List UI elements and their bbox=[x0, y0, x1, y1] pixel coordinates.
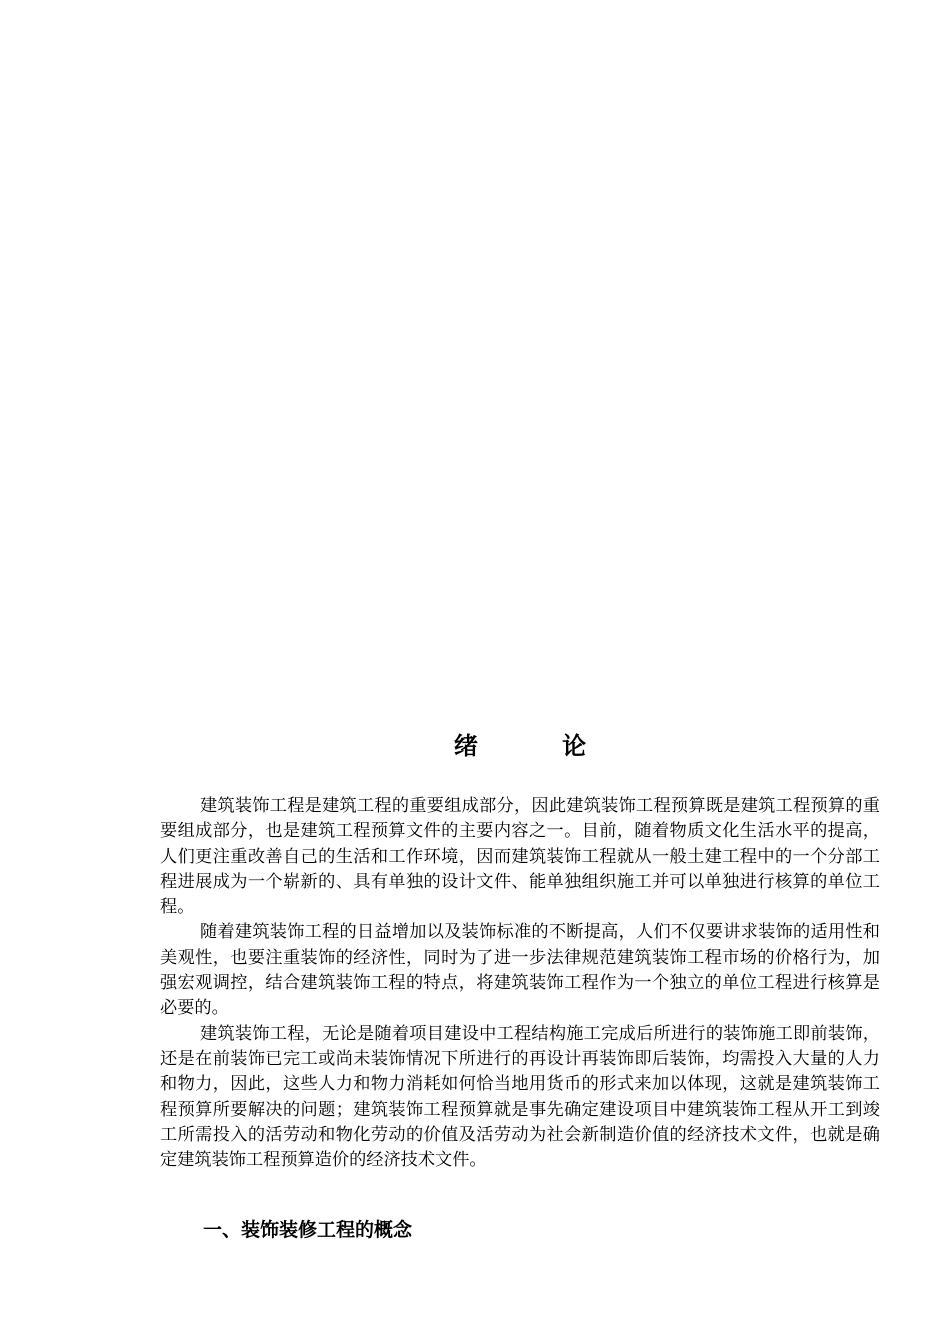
page-title: 绪 论 bbox=[453, 732, 625, 760]
section-heading: 一、装饰装修工程的概念 bbox=[203, 1219, 413, 1241]
paragraph-3: 建筑装饰工程，无论是随着项目建设中工程结构施工完成后所进行的装饰施工即前装饰，还是在前装饰已完工或尚未装饰情况下所进行的再设计再装饰即后装饰，均需投入大量的人力和物力，因此，这些人力和物力消耗如何恰当地用货币的形式来加以体现，这就是建筑装饰工程预算所要解决的问题；建筑装饰工程预算就是事先确定建设项目中建筑装饰工程从开工到竣工所需投入的活劳动和物化劳动的价值及活劳动为社会新制造价值的经济技术文件，也就是确定建筑装饰工程预算造价的经济技术文件。 bbox=[160, 1023, 880, 1171]
paragraph-2: 随着建筑装饰工程的日益增加以及装饰标准的不断提高，人们不仅要讲求装饰的适用性和美观性，也要注重装饰的经济性，同时为了进一步法律规范建筑装饰工程市场的价格行为，加强宏观调控，结合建筑装饰工程的特点，将建筑装饰工程作为一个独立的单位工程进行核算是必要的。 bbox=[160, 922, 880, 1019]
body-text bbox=[160, 794, 880, 1173]
paragraph-1: 建筑装饰工程是建筑工程的重要组成部分，因此建筑装饰工程预算既是建筑工程预算的重要组成部分，也是建筑工程预算文件的主要内容之一。目前，随着物质文化生活水平的提高，人们更注重改善自己的生活和工作环境，因而建筑装饰工程就从一般土建工程中的一个分部工程进展成为一个崭新的、具有单独的设计文件、能单独组织施工并可以单独进行核算的单位工程。 bbox=[160, 796, 880, 918]
